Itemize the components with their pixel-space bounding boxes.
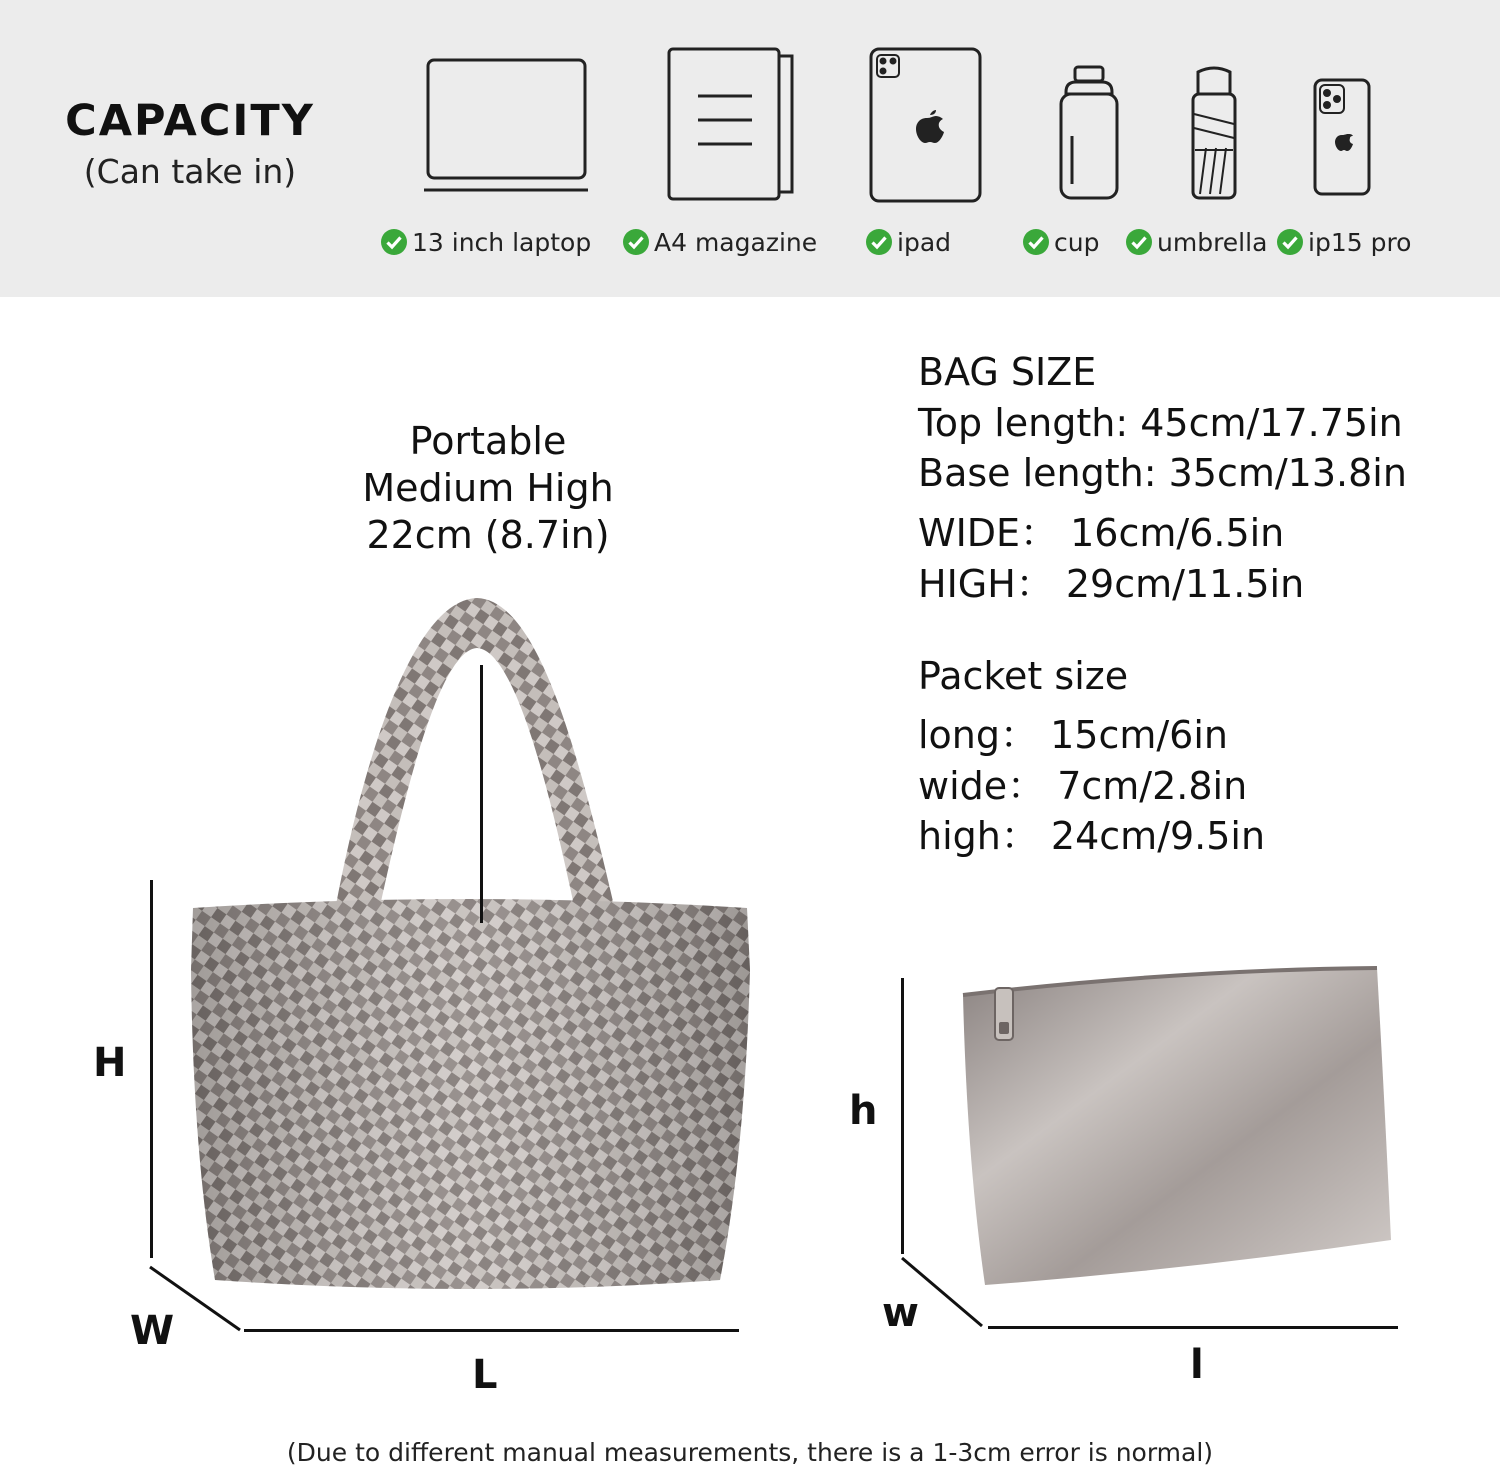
item-label-ipad: ipad [897, 227, 952, 257]
item-label-laptop: 13 inch laptop [412, 227, 592, 257]
pouch-width-letter: w [882, 1290, 919, 1336]
item-phone [1276, 226, 1411, 258]
magazine-icon [666, 46, 798, 202]
item-ipad [865, 226, 951, 258]
packet-size-heading: Packet size [918, 654, 1129, 698]
bag-base-length: Base length: 35cm/13.8in [918, 451, 1407, 495]
check-icon [622, 228, 650, 256]
measurement-footnote: (Due to different manual measurements, there is a 1-3cm error is normal) [286, 1438, 1214, 1467]
item-label-cup: cup [1054, 227, 1100, 257]
item-umbrella [1125, 226, 1267, 258]
item-laptop [380, 226, 591, 258]
check-icon [865, 228, 893, 256]
phone-icon [1312, 77, 1374, 197]
item-label-phone: ip15 pro [1308, 227, 1412, 257]
cup-icon [1056, 64, 1122, 202]
bag-height-letter: H [93, 1040, 127, 1086]
pouch-height-letter: h [849, 1088, 878, 1134]
item-label-magazine: A4 magazine [654, 227, 818, 257]
packet-wide: wide： 7cm/2.8in [918, 764, 1248, 808]
pouch-body [963, 968, 1391, 1285]
laptop-icon [420, 55, 592, 195]
packet-high: high： 24cm/9.5in [918, 814, 1266, 858]
bag-length-letter: L [472, 1352, 498, 1398]
capacity-subtitle: (Can take in) [83, 152, 297, 191]
bag-size-heading: BAG SIZE [918, 350, 1097, 394]
portable-line-1: Portable [409, 419, 567, 463]
bag-top-length: Top length: 45cm/17.75in [918, 401, 1403, 445]
item-magazine [622, 226, 817, 258]
capacity-title: CAPACITY [65, 96, 315, 146]
handle-height-line [480, 665, 483, 923]
bag-height-line [150, 880, 153, 1258]
pouch-length-line [988, 1326, 1398, 1329]
pouch-height-line [901, 978, 904, 1254]
woven-tote-bag-image [185, 590, 755, 1290]
check-icon [1022, 228, 1050, 256]
handle-height-caption [288, 418, 688, 559]
umbrella-icon [1186, 66, 1242, 202]
bag-high: HIGH： 29cm/11.5in [918, 562, 1305, 606]
bag-handle [335, 598, 615, 920]
bag-length-line [244, 1329, 739, 1332]
pouch-length-letter: l [1190, 1342, 1204, 1388]
check-icon [1125, 228, 1153, 256]
ipad-icon [868, 46, 984, 204]
bag-wide: WIDE： 16cm/6.5in [918, 511, 1285, 555]
bag-width-letter: W [130, 1308, 175, 1354]
check-icon [1276, 228, 1304, 256]
zipper-pouch-image [955, 960, 1400, 1295]
packet-long: long： 15cm/6in [918, 713, 1228, 757]
portable-line-2: Medium High [362, 466, 614, 510]
portable-line-3: 22cm (8.7in) [366, 513, 610, 557]
check-icon [380, 228, 408, 256]
item-label-umbrella: umbrella [1157, 227, 1268, 257]
item-cup [1022, 226, 1099, 258]
